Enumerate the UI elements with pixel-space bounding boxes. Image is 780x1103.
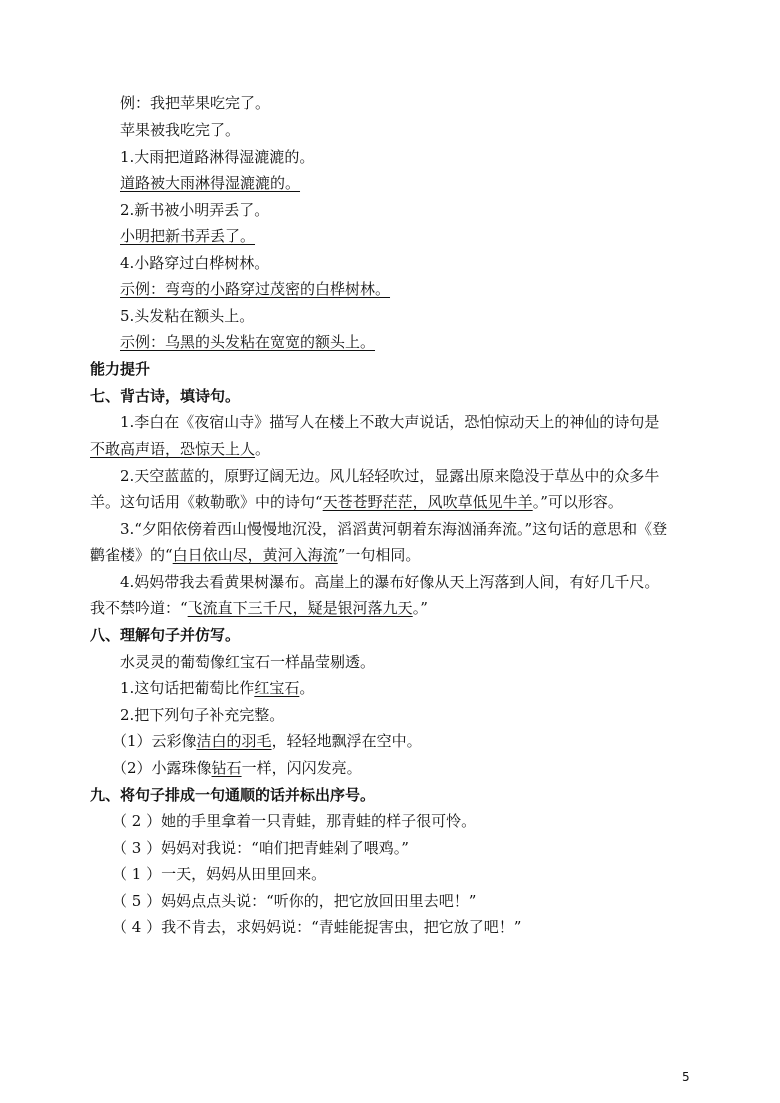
s8-q1-end: 。 bbox=[299, 679, 315, 697]
question-2: 2.新书被小明弄丢了。 bbox=[120, 201, 270, 219]
s9-item: （ 2 ）她的手里拿着一只青蛙，那青蛙的样子很可怜。 bbox=[112, 812, 477, 830]
s8-q1-answer: 红宝石 bbox=[254, 679, 300, 697]
s8-item-1 bbox=[112, 731, 422, 751]
s7-p2-text: 羊。这句话用《敕勒歌》中的诗句“ bbox=[90, 493, 323, 511]
section-ability-heading: 能力提升 bbox=[90, 360, 151, 378]
s7-p4-line2 bbox=[90, 598, 428, 618]
s7-p1-answer: 不敢高声语，恐惊天上人 bbox=[90, 440, 256, 458]
s8-i1-end: ，轻轻地飘浮在空中。 bbox=[271, 732, 422, 750]
s7-p3-line2 bbox=[90, 545, 420, 565]
s8-sentence: 水灵灵的葡萄像红宝石一样晶莹剔透。 bbox=[120, 653, 376, 671]
s7-p1-line2 bbox=[90, 439, 270, 459]
example-line-1: 例：我把苹果吃完了。 bbox=[120, 94, 271, 112]
s7-p2-line1: 2.天空蓝蓝的，原野辽阔无边。风儿轻轻吹过，显露出原来隐没于草丛中的众多牛 bbox=[120, 467, 660, 485]
s7-p1-end: 。 bbox=[255, 440, 271, 458]
s9-item: （ 1 ）一天，妈妈从田里回来。 bbox=[112, 865, 327, 883]
s8-i1-answer: 洁白的羽毛 bbox=[196, 732, 272, 750]
s9-item: （ 3 ）妈妈对我说：“咱们把青蛙剁了喂鸡。” bbox=[112, 839, 409, 857]
s8-i2-end: 一样，闪闪发亮。 bbox=[241, 759, 362, 777]
section-8-title: 八、理解句子并仿写。 bbox=[90, 626, 241, 644]
s7-p4-text: 我不禁吟道：“ bbox=[90, 599, 188, 617]
answer-4: 示例：弯弯的小路穿过茂密的白桦树林。 bbox=[120, 280, 391, 298]
question-5: 5.头发粘在额头上。 bbox=[120, 307, 255, 325]
question-1: 1.大雨把道路淋得湿漉漉的。 bbox=[120, 148, 315, 166]
s7-p2-answer: 天苍苍野茫茫，风吹草低见牛羊 bbox=[322, 493, 533, 511]
s7-p4-end: 。” bbox=[412, 599, 428, 617]
s7-p3-end: ”一句相同。 bbox=[337, 546, 421, 564]
s7-p3-text: 鹳雀楼》的“ bbox=[90, 546, 173, 564]
s7-p2-end: 。”可以形容。 bbox=[532, 493, 623, 511]
section-7-title: 七、背古诗，填诗句。 bbox=[90, 387, 241, 405]
s7-p2-line2 bbox=[90, 492, 623, 512]
answer-2: 小明把新书弄丢了。 bbox=[120, 227, 256, 245]
s7-p3-answer: 白日依山尽，黄河入海流 bbox=[172, 546, 338, 564]
question-4: 4.小路穿过白桦树林。 bbox=[120, 254, 270, 272]
s8-q2: 2.把下列句子补充完整。 bbox=[120, 706, 285, 724]
example-line-2: 苹果被我吃完了。 bbox=[120, 121, 241, 139]
s9-item: （ 5 ）妈妈点点头说：“听你的，把它放回田里去吧！” bbox=[112, 892, 477, 910]
s8-i2-answer: 钻石 bbox=[211, 759, 242, 777]
page-number: 5 bbox=[682, 1070, 690, 1084]
s7-p1-line1: 1.李白在《夜宿山寺》描写人在楼上不敢大声说话，恐怕惊动天上的神仙的诗句是 bbox=[120, 413, 660, 431]
s7-p4-line1: 4.妈妈带我去看黄果树瀑布。高崖上的瀑布好像从天上泻落到人间，有好几千尺。 bbox=[120, 573, 660, 591]
s7-p4-answer: 飞流直下三千尺，疑是银河落九天 bbox=[187, 599, 413, 617]
answer-5: 示例：乌黑的头发粘在宽宽的额头上。 bbox=[120, 333, 376, 351]
s8-q1 bbox=[120, 678, 314, 698]
s9-item: （ 4 ）我不肯去，求妈妈说：“青蛙能捉害虫，把它放了吧！” bbox=[112, 918, 522, 936]
s8-q1-text: 1.这句话把葡萄比作 bbox=[120, 679, 255, 697]
section-9-title: 九、将句子排成一句通顺的话并标出序号。 bbox=[90, 786, 376, 804]
s8-item-2 bbox=[112, 758, 362, 778]
s8-i2-text: （2）小露珠像 bbox=[112, 759, 212, 777]
answer-1: 道路被大雨淋得湿漉漉的。 bbox=[120, 174, 301, 192]
s8-i1-text: （1）云彩像 bbox=[112, 732, 197, 750]
s7-p3-line1: 3.“夕阳依傍着西山慢慢地沉没，滔滔黄河朝着东海汹涌奔流。”这句话的意思和《登 bbox=[120, 520, 668, 538]
